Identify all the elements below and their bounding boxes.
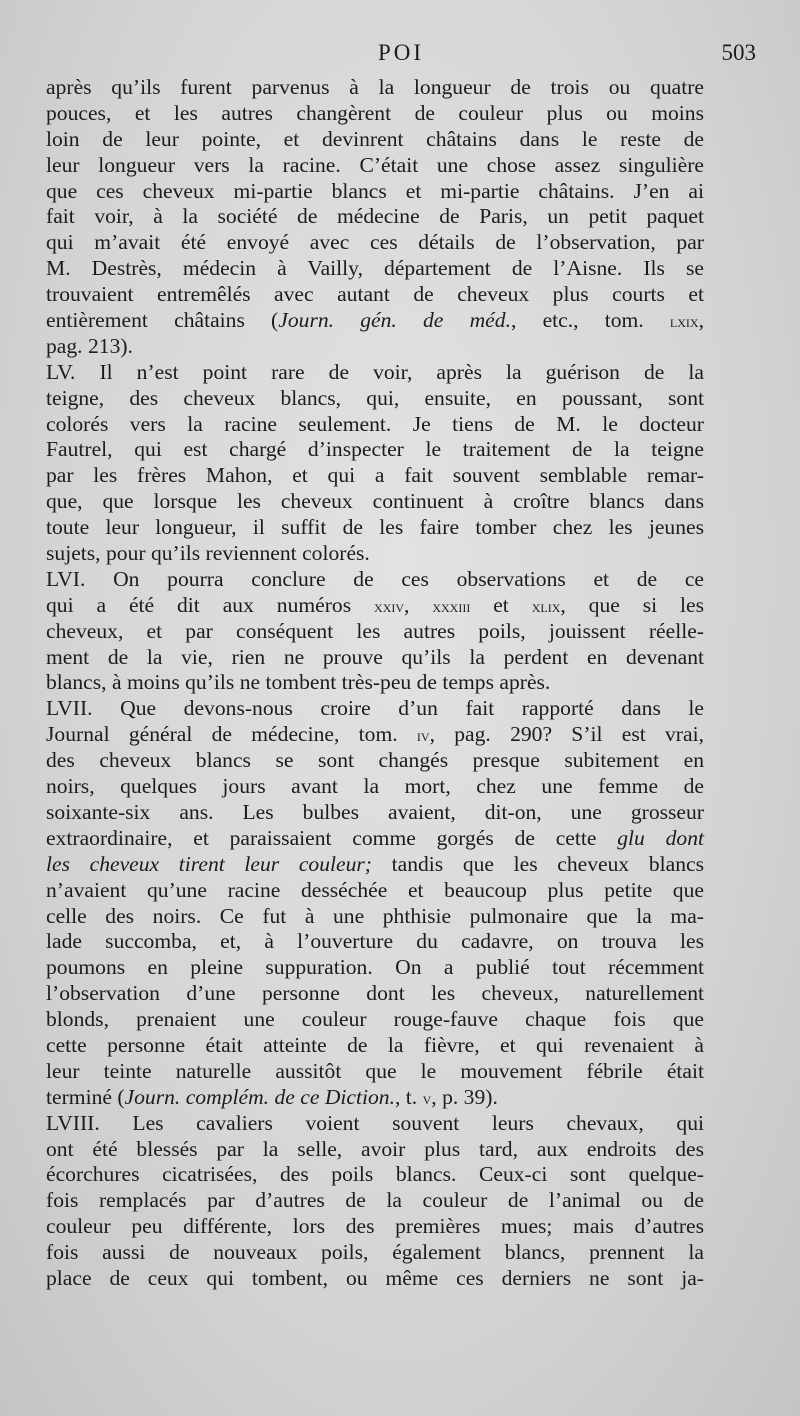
text-span: LVIII. Les cavaliers voient souvent leurs chevaux, qui: [46, 1110, 704, 1135]
text-span: trouvaient entremêlés avec autant de cheveux plus courts et: [46, 282, 704, 307]
text-span: LV. Il n’est point rare de voir, après la guérison de la: [46, 359, 704, 384]
text-span: Fautrel, qui est chargé d’inspecter le traitement de la teigne: [46, 437, 704, 462]
small-caps-numeral: xlix: [531, 595, 561, 616]
text-line: [46, 852, 704, 878]
text-line: [46, 670, 704, 696]
text-line: [46, 1214, 704, 1240]
text-line: [46, 619, 704, 645]
text-span: écorchures cicatrisées, des poils blancs. Ceux-ci sont quelque-: [46, 1162, 704, 1187]
text-line: [46, 256, 704, 282]
small-caps-numeral: iv: [416, 725, 430, 746]
italic-text: glu dont: [617, 825, 704, 850]
text-span: M. Destrès, médecin à Vailly, département de l’Aisne. Ils se: [46, 256, 704, 281]
text-span: pag. 213).: [46, 333, 133, 358]
text-span: des cheveux blancs se sont changés presque subitement en: [46, 748, 704, 773]
text-line: [46, 567, 704, 593]
text-span: leur longueur vers la racine. C’était une chose assez singulière: [46, 152, 704, 177]
text-line: [46, 800, 704, 826]
text-span: loin de leur pointe, et devinrent châtains dans le reste de: [46, 126, 704, 151]
text-span: et: [470, 592, 532, 617]
text-span: , que si les: [560, 592, 705, 617]
text-line: [46, 645, 704, 671]
text-span: blancs, à moins qu’ils ne tombent très-peu de temps après.: [46, 670, 551, 695]
text-span: LVII. Que devons-nous croire d’un fait rapporté dans le: [46, 696, 704, 721]
text-span: LVI. On pourra conclure de ces observations et de ce: [46, 566, 704, 591]
text-span: pouces, et les autres changèrent de couleur plus ou moins: [46, 100, 704, 125]
text-line: [46, 127, 704, 153]
small-caps-numeral: lxix: [669, 311, 699, 332]
text-line: [46, 437, 704, 463]
text-span: soixante-six ans. Les bulbes avaient, dit-on, une grosseur: [46, 799, 704, 824]
italic-text: Journ. gén. de méd.: [278, 308, 511, 333]
text-line: [46, 1085, 704, 1111]
text-span: fois remplacés par d’autres de la couleur de l’animal ou de: [46, 1188, 704, 1213]
text-span: fois aussi de nouveaux poils, également blancs, prennent la: [46, 1240, 704, 1265]
small-caps-numeral: xxiv: [374, 595, 405, 616]
text-span: , t.: [395, 1084, 423, 1109]
text-span: , pag. 290? S’il est vrai,: [429, 722, 704, 747]
text-line: [46, 1137, 704, 1163]
text-line: [46, 929, 704, 955]
text-span: Journal général de médecine, tom.: [46, 722, 417, 747]
text-span: , p. 39).: [431, 1084, 498, 1109]
text-span: que ces cheveux mi-partie blancs et mi-partie châtains. J’en ai: [46, 178, 704, 203]
text-line: [46, 878, 704, 904]
text-span: ment de la vie, rien ne prouve qu’ils la perdent en devenant: [46, 644, 704, 669]
text-line: [46, 1188, 704, 1214]
text-line: [46, 386, 704, 412]
text-span: sujets, pour qu’ils reviennent colorés.: [46, 541, 370, 566]
running-head: POI: [377, 40, 425, 65]
small-caps-numeral: xxxiii: [432, 595, 471, 616]
text-line: [46, 1162, 704, 1188]
text-span: ,: [698, 308, 704, 333]
text-line: [46, 593, 704, 619]
text-span: cette personne était atteinte de la fièvre, et qui revenaient à: [46, 1032, 704, 1057]
text-line: [46, 774, 704, 800]
text-span: que, que lorsque les cheveux continuent à croître blancs dans: [46, 489, 704, 514]
text-line: [46, 1033, 704, 1059]
body-text: [46, 75, 704, 1292]
text-line: [46, 101, 704, 127]
text-span: l’observation d’une personne dont les cheveux, naturellement: [46, 981, 704, 1006]
text-span: noirs, quelques jours avant la mort, chez une femme de: [46, 774, 704, 799]
text-line: [46, 179, 704, 205]
text-line: [46, 75, 704, 101]
text-line: [46, 1240, 704, 1266]
text-line: [46, 308, 704, 334]
text-line: [46, 722, 704, 748]
text-line: [46, 1266, 704, 1292]
page-number: 503: [721, 40, 756, 65]
text-line: [46, 1059, 704, 1085]
text-span: tandis que les cheveux blancs: [371, 851, 705, 876]
text-line: [46, 282, 704, 308]
text-line: [46, 153, 704, 179]
italic-text: Journ. complém. de ce Diction.: [124, 1084, 395, 1109]
text-line: [46, 412, 704, 438]
text-line: [46, 230, 704, 256]
text-line: [46, 904, 704, 930]
text-line: [46, 360, 704, 386]
text-span: entièrement châtains (: [46, 308, 279, 333]
small-caps-numeral: v: [422, 1087, 432, 1108]
text-span: , etc., tom.: [510, 308, 670, 333]
text-span: qui a été dit aux numéros: [46, 592, 375, 617]
text-line: [46, 955, 704, 981]
text-line: [46, 1111, 704, 1137]
text-span: ,: [404, 592, 433, 617]
text-line: [46, 489, 704, 515]
text-span: blonds, prenaient une couleur rouge-fauve chaque fois que: [46, 1007, 704, 1032]
text-line: [46, 981, 704, 1007]
text-line: [46, 826, 704, 852]
text-span: couleur peu différente, lors des premières mues; mais d’autres: [46, 1214, 704, 1239]
italic-text: les cheveux tirent leur couleur;: [46, 851, 372, 876]
text-line: [46, 1007, 704, 1033]
text-line: [46, 204, 704, 230]
text-span: fait voir, à la société de médecine de Paris, un petit paquet: [46, 204, 704, 229]
text-span: après qu’ils furent parvenus à la longueur de trois ou quatre: [46, 75, 704, 99]
text-line: [46, 696, 704, 722]
text-line: [46, 334, 704, 360]
text-span: poumons en pleine suppuration. On a publié tout récemment: [46, 955, 704, 980]
text-line: [46, 748, 704, 774]
text-span: ont été blessés par la selle, avoir plus tard, aux endroits des: [46, 1136, 704, 1161]
text-line: [46, 463, 704, 489]
text-span: par les frères Mahon, et qui a fait souvent semblable remar-: [46, 463, 704, 488]
text-span: leur teinte naturelle aussitôt que le mouvement fébrile était: [46, 1058, 704, 1083]
text-span: lade succomba, et, à l’ouverture du cadavre, on trouva les: [46, 929, 704, 954]
text-span: n’avaient qu’une racine desséchée et beaucoup plus petite que: [46, 877, 704, 902]
text-span: terminé (: [46, 1084, 125, 1109]
page-header: [46, 40, 756, 70]
text-span: place de ceux qui tombent, ou même ces derniers ne sont ja-: [46, 1265, 704, 1290]
text-span: extraordinaire, et paraissaient comme gorgés de cette: [46, 825, 618, 850]
text-line: [46, 541, 704, 567]
text-span: toute leur longueur, il suffit de les faire tomber chez les jeunes: [46, 515, 704, 540]
text-line: [46, 515, 704, 541]
text-span: colorés vers la racine seulement. Je tiens de M. le docteur: [46, 411, 704, 436]
text-span: qui m’avait été envoyé avec ces détails de l’observation, par: [46, 230, 704, 255]
text-span: cheveux, et par conséquent les autres poils, jouissent réelle-: [46, 618, 704, 643]
text-span: teigne, des cheveux blancs, qui, ensuite, en poussant, sont: [46, 385, 704, 410]
text-span: celle des noirs. Ce fut à une phthisie pulmonaire que la ma-: [46, 903, 704, 928]
